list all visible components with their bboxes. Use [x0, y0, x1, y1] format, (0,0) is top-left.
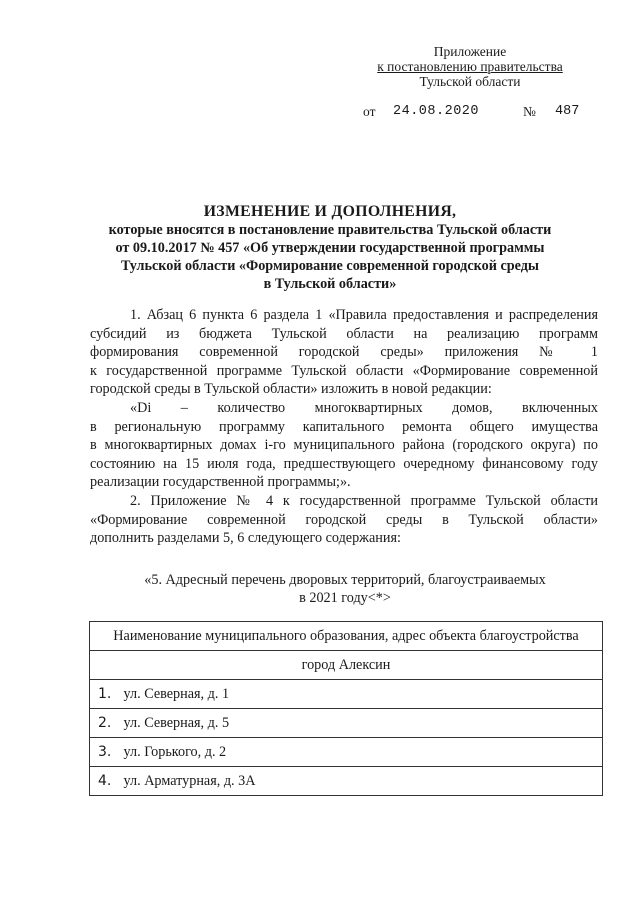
paragraph-1-line-3: формирования современной городской среды» приложения № 1: [90, 344, 598, 361]
row-address: ул. Арматурная, д. 3А: [123, 772, 256, 789]
paragraph-1-line-1: 1. Абзац 6 пункта 6 раздела 1 «Правила предоставления и распределения: [130, 307, 598, 323]
title-line-3: от 09.10.2017 № 457 «Об утверждении государственной программы: [115, 240, 545, 256]
paragraph-1-line-5: городской среды в Тульской области» изложить в новой редакции:: [90, 381, 492, 398]
row-address: ул. Горького, д. 2: [123, 743, 227, 760]
date-number-row: [363, 104, 593, 122]
table-header-cell: Наименование муниципального образования, адрес объекта благоустройства: [90, 622, 603, 651]
title-line-5: в Тульской области»: [263, 276, 397, 292]
title-line-2: которые вносятся в постановление правительства Тульской области: [108, 222, 552, 238]
table-header-row: [90, 622, 603, 651]
table-cell: [90, 738, 603, 767]
appendix-line-2: к постановлению правительства: [377, 59, 563, 74]
table-row: [90, 709, 603, 738]
table-cell: [90, 767, 603, 796]
address-title-line-2: в 2021 году<*>: [299, 590, 391, 606]
paragraph-3-line-3: дополнить разделами 5, 6 следующего содержания:: [90, 530, 401, 547]
table-row: [90, 680, 603, 709]
title-line-4: Тульской области «Формирование современной городской среды: [121, 258, 539, 274]
appendix-block: [350, 44, 590, 89]
row-number: 3.: [98, 743, 112, 760]
paragraph-2-line-1: «Di – количество многоквартирных домов, включенных: [130, 399, 598, 416]
row-address: ул. Северная, д. 5: [123, 714, 230, 731]
address-table: [89, 621, 603, 796]
appendix-line-1: Приложение: [433, 44, 507, 59]
address-title-line-1: «5. Адресный перечень дворовых территорий, благоустраиваемых: [144, 572, 546, 588]
resolution-number: 487: [555, 104, 580, 119]
row-number: 2.: [98, 714, 112, 731]
row-number: 4.: [98, 772, 112, 789]
table-group-row: [90, 651, 603, 680]
row-address: ул. Северная, д. 1: [123, 685, 230, 702]
address-list-title: [110, 571, 580, 607]
date-prefix: от: [363, 104, 376, 119]
appendix-line-3: Тульской области: [419, 74, 521, 89]
paragraph-1-line-2: субсидий из бюджета Тульской области на реализацию программ: [90, 325, 598, 342]
paragraph-2-line-2: в региональную программу капитального ремонта общего имущества: [90, 418, 598, 435]
paragraph-2-line-3: в многоквартирных домах i-го муниципального района (городского округа) по: [90, 437, 598, 454]
resolution-date: 24.08.2020: [393, 104, 480, 119]
table-row: [90, 767, 603, 796]
table-row: [90, 738, 603, 767]
document-title: [90, 203, 570, 293]
paragraph-2-line-4: состоянию на 15 июля года, предшествующего очередному финансовому году: [90, 455, 598, 472]
body-text: [90, 306, 598, 548]
table-cell: [90, 709, 603, 738]
paragraph-3-line-1: 2. Приложение № 4 к государственной программе Тульской области: [130, 492, 598, 509]
paragraph-3-line-2: «Формирование современной городской среды в Тульской области»: [90, 511, 598, 528]
title-line-1: ИЗМЕНЕНИЕ И ДОПОЛНЕНИЯ,: [203, 203, 457, 220]
paragraph-1-line-4: к государственной программе Тульской области «Формирование современной: [90, 362, 598, 379]
paragraph-2-line-5: реализации государственной программы;».: [90, 474, 351, 491]
table-cell: [90, 680, 603, 709]
table-group-cell: город Алексин: [90, 651, 603, 680]
row-number: 1.: [98, 685, 112, 702]
number-prefix: №: [523, 104, 536, 119]
